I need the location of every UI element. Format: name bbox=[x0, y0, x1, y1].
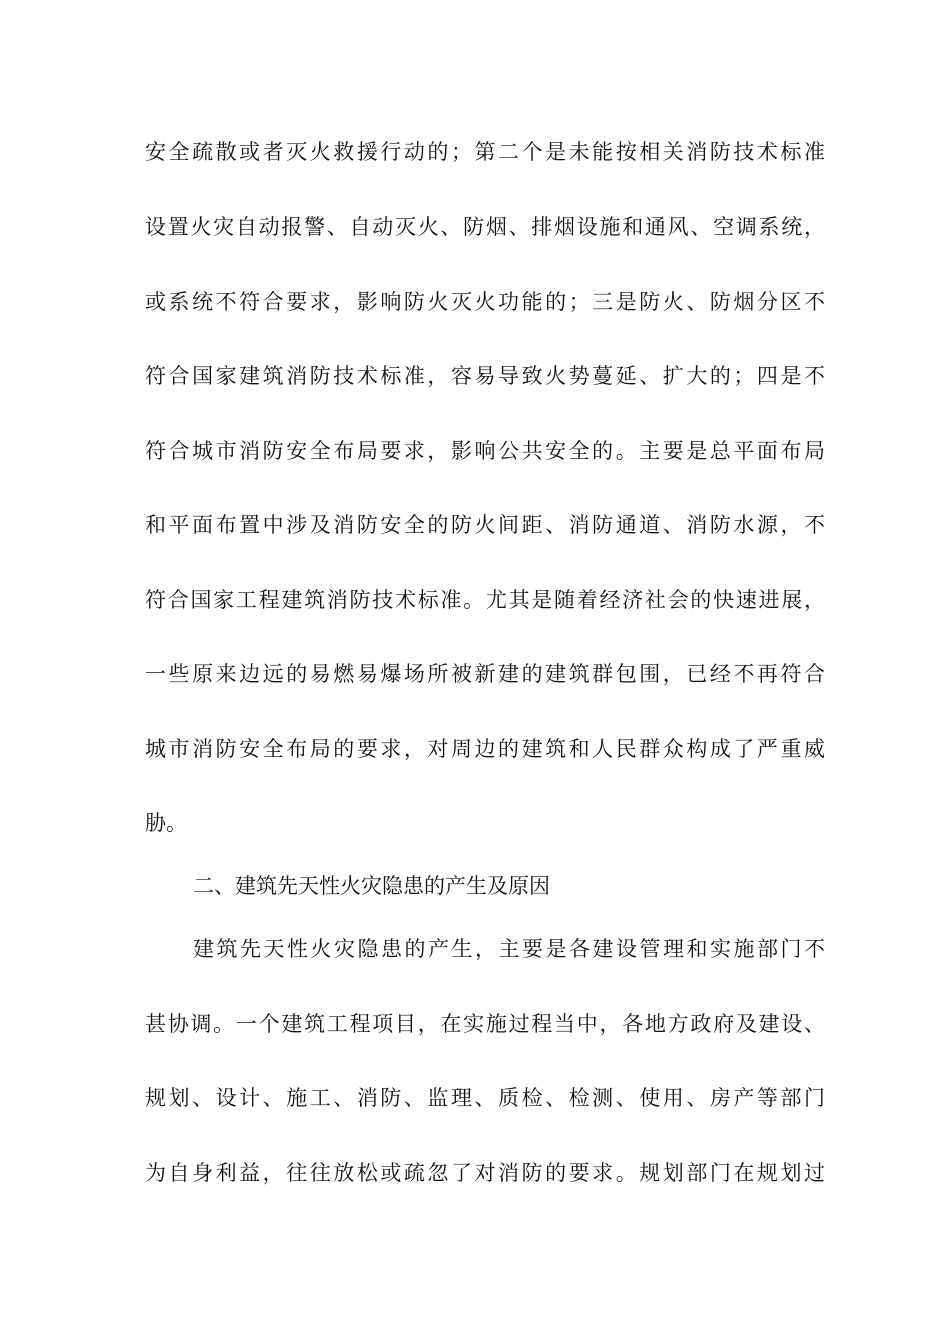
body-text-line: 和平面布置中涉及消防安全的防火间距、消防通道、消防水源，不 bbox=[145, 513, 825, 537]
body-text-line: 为自身利益，往往放松或疏忽了对消防的要求。规划部门在规划过 bbox=[145, 1161, 825, 1185]
body-text-line: 甚协调。一个建筑工程项目，在实施过程当中，各地方政府及建设、 bbox=[145, 1012, 825, 1036]
body-text-line: 或系统不符合要求，影响防火灭火功能的；三是防火、防烟分区不 bbox=[145, 290, 825, 314]
body-text-line: 规划、设计、施工、消防、监理、质检、检测、使用、房产等部门 bbox=[145, 1086, 825, 1110]
body-text-line: 一些原来边远的易燃易爆场所被新建的建筑群包围，已经不再符合 bbox=[145, 662, 825, 686]
body-text-line: 安全疏散或者灭火救援行动的；第二个是未能按相关消防技术标准 bbox=[145, 140, 825, 164]
body-text-line: 符合国家工程建筑消防技术标准。尤其是随着经济社会的快速进展， bbox=[145, 588, 825, 612]
body-text-line: 建筑先天性火灾隐患的产生，主要是各建设管理和实施部门不 bbox=[193, 937, 825, 961]
body-text-line: 符合城市消防安全布局要求，影响公共安全的。主要是总平面布局 bbox=[145, 439, 825, 463]
body-text-line: 设置火灾自动报警、自动灭火、防烟、排烟设施和通风、空调系统， bbox=[145, 215, 825, 239]
body-text-line: 胁。 bbox=[145, 811, 187, 835]
body-text-line: 符合国家建筑消防技术标准，容易导致火势蔓延、扩大的；四是不 bbox=[145, 364, 825, 388]
section-heading: 二、建筑先天性火灾隐患的产生及原因 bbox=[193, 874, 550, 898]
body-text-line: 城市消防安全布局的要求，对周边的建筑和人民群众构成了严重威 bbox=[145, 737, 825, 761]
